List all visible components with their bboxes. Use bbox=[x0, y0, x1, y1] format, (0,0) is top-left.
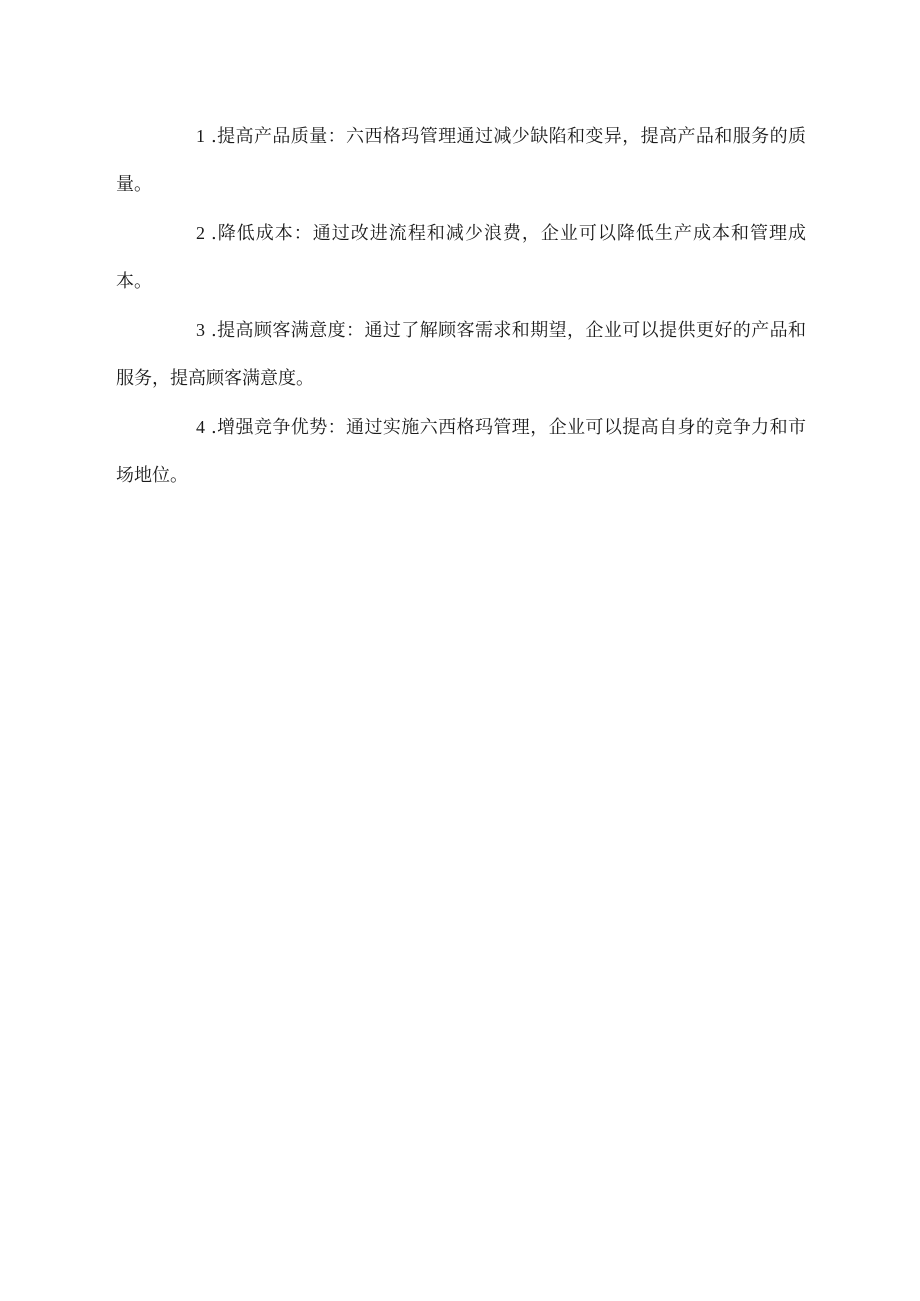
item-number: 2 bbox=[196, 223, 205, 243]
item-text: .增强竞争优势：通过实施六西格玛管理，企业可以提高自身的竞争力和市场地位。 bbox=[116, 417, 806, 486]
document-body bbox=[116, 112, 806, 500]
list-item-1 bbox=[116, 112, 806, 209]
list-item-2 bbox=[116, 209, 806, 306]
item-number: 1 bbox=[196, 126, 205, 146]
item-text: .提高顾客满意度：通过了解顾客需求和期望，企业可以提供更好的产品和服务，提高顾客满意度。 bbox=[116, 320, 806, 389]
item-number: 4 bbox=[196, 417, 205, 437]
list-item-3 bbox=[116, 306, 806, 403]
item-number: 3 bbox=[196, 320, 205, 340]
list-item-4 bbox=[116, 403, 806, 500]
item-text: .降低成本：通过改进流程和减少浪费，企业可以降低生产成本和管理成本。 bbox=[116, 223, 806, 292]
item-text: .提高产品质量：六西格玛管理通过减少缺陷和变异，提高产品和服务的质量。 bbox=[116, 126, 806, 195]
